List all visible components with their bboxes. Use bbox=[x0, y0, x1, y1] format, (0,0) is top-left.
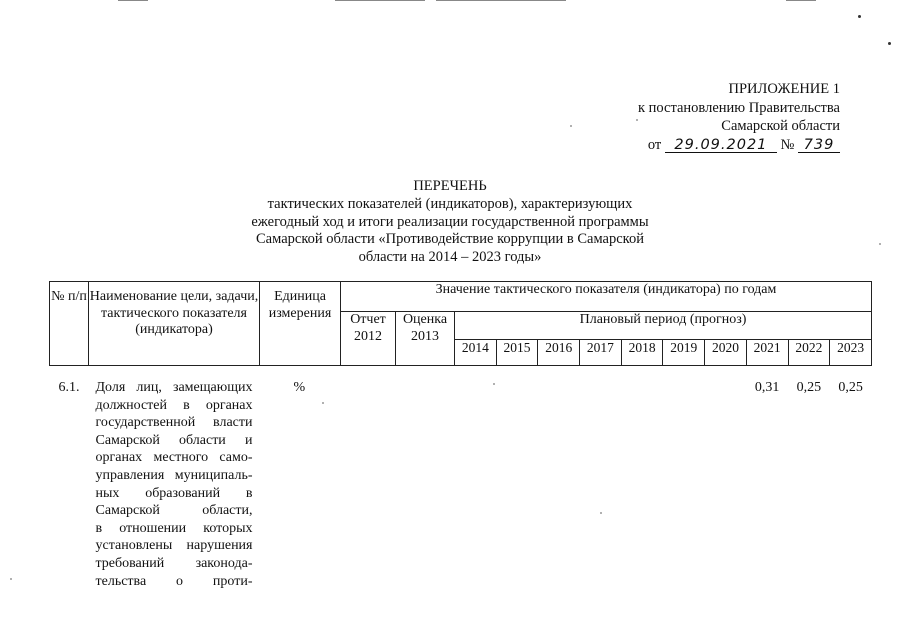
value-cell: 0,31 bbox=[754, 380, 780, 395]
value-cell bbox=[663, 366, 705, 591]
appendix-title: ПРИЛОЖЕНИЕ 1 bbox=[728, 81, 840, 97]
indicator-name-line: ных образований в bbox=[95, 485, 253, 501]
indicator-name-line: государственной власти bbox=[95, 415, 253, 431]
heading-line: области на 2014 – 2023 годы» bbox=[358, 249, 542, 266]
scan-artifact-line bbox=[335, 0, 425, 1]
document-title: ПЕРЕЧЕНЬ bbox=[413, 178, 487, 194]
approval-line: к постановлению Правительства bbox=[638, 99, 840, 116]
header-year: 2023 bbox=[830, 340, 872, 366]
header-year: 2017 bbox=[580, 340, 622, 366]
indicator-name-line: установлены нарушения bbox=[95, 538, 253, 554]
value-cell: 0,25 bbox=[796, 380, 822, 395]
date-prefix: от bbox=[647, 136, 662, 153]
header-no: № п/п bbox=[50, 282, 89, 366]
scan-artifact-dot bbox=[879, 243, 881, 245]
handwritten-number: 739 bbox=[798, 138, 840, 153]
header-planned-period: Плановый период (прогноз) bbox=[455, 312, 872, 340]
header-unit: Единица измерения bbox=[260, 282, 341, 366]
approval-date-line bbox=[560, 136, 840, 155]
indicator-name-line: должностей в органах bbox=[95, 397, 253, 413]
approval-block bbox=[560, 80, 840, 154]
value-cell: 0,25 bbox=[838, 380, 863, 395]
value-cell bbox=[538, 366, 580, 591]
number-prefix: № bbox=[780, 136, 795, 153]
header-year: 2020 bbox=[705, 340, 747, 366]
scan-artifact-line bbox=[786, 0, 816, 1]
header-year: 2014 bbox=[455, 340, 497, 366]
scan-artifact-dot bbox=[10, 578, 12, 580]
indicator-name-line: Самарской области, bbox=[95, 503, 253, 519]
indicator-name-line: управления муниципаль- bbox=[95, 467, 253, 483]
header-name: Наименование цели, задачи, тактического показателя (индикатора) bbox=[89, 282, 260, 366]
header-year: 2018 bbox=[621, 340, 663, 366]
scan-artifact-dot bbox=[888, 42, 891, 45]
value-cell bbox=[496, 366, 538, 591]
value-cell bbox=[341, 366, 396, 591]
indicators-table bbox=[49, 281, 872, 590]
handwritten-date: 29.09.2021 bbox=[665, 138, 777, 153]
header-year: 2021 bbox=[746, 340, 788, 366]
value-cell bbox=[396, 366, 455, 591]
value-cell bbox=[621, 366, 663, 591]
indicator-name-line: в отношении которых bbox=[95, 520, 253, 536]
indicator-name-line: Доля лиц, замещающих bbox=[95, 380, 253, 395]
header-year: 2022 bbox=[788, 340, 830, 366]
header-year: 2019 bbox=[663, 340, 705, 366]
row-number: 6.1. bbox=[58, 380, 80, 395]
scan-artifact-line bbox=[118, 0, 148, 1]
header-values-group: Значение тактического показателя (индикатора) по годам bbox=[341, 282, 872, 312]
scan-artifact-line bbox=[436, 0, 566, 1]
scan-artifact-dot bbox=[858, 15, 861, 18]
heading-line: ежегодный ход и итоги реализации государственной программы bbox=[251, 213, 649, 230]
header-year: 2015 bbox=[496, 340, 538, 366]
value-cell bbox=[455, 366, 497, 591]
indicator-name-line: Самарской области и bbox=[95, 432, 253, 448]
header-report-2012: Отчет 2012 bbox=[341, 312, 396, 366]
indicator-name bbox=[89, 366, 260, 591]
header-year: 2016 bbox=[538, 340, 580, 366]
indicator-name-line: требований законода- bbox=[95, 555, 253, 571]
heading-line: Самарской области «Противодействие коррупции в Самарской bbox=[256, 231, 644, 248]
document-heading bbox=[150, 178, 750, 267]
value-cell bbox=[580, 366, 622, 591]
indicator-name-line: тельства о проти- bbox=[95, 573, 253, 589]
unit-cell: % bbox=[293, 380, 306, 395]
approval-line: Самарской области bbox=[721, 118, 840, 134]
heading-line: тактических показателей (индикаторов), характеризующих bbox=[267, 195, 633, 212]
value-cell bbox=[705, 366, 747, 591]
table-row bbox=[50, 366, 872, 591]
indicator-name-line: органах местного само- bbox=[95, 450, 253, 466]
header-estimate-2013: Оценка 2013 bbox=[396, 312, 455, 366]
